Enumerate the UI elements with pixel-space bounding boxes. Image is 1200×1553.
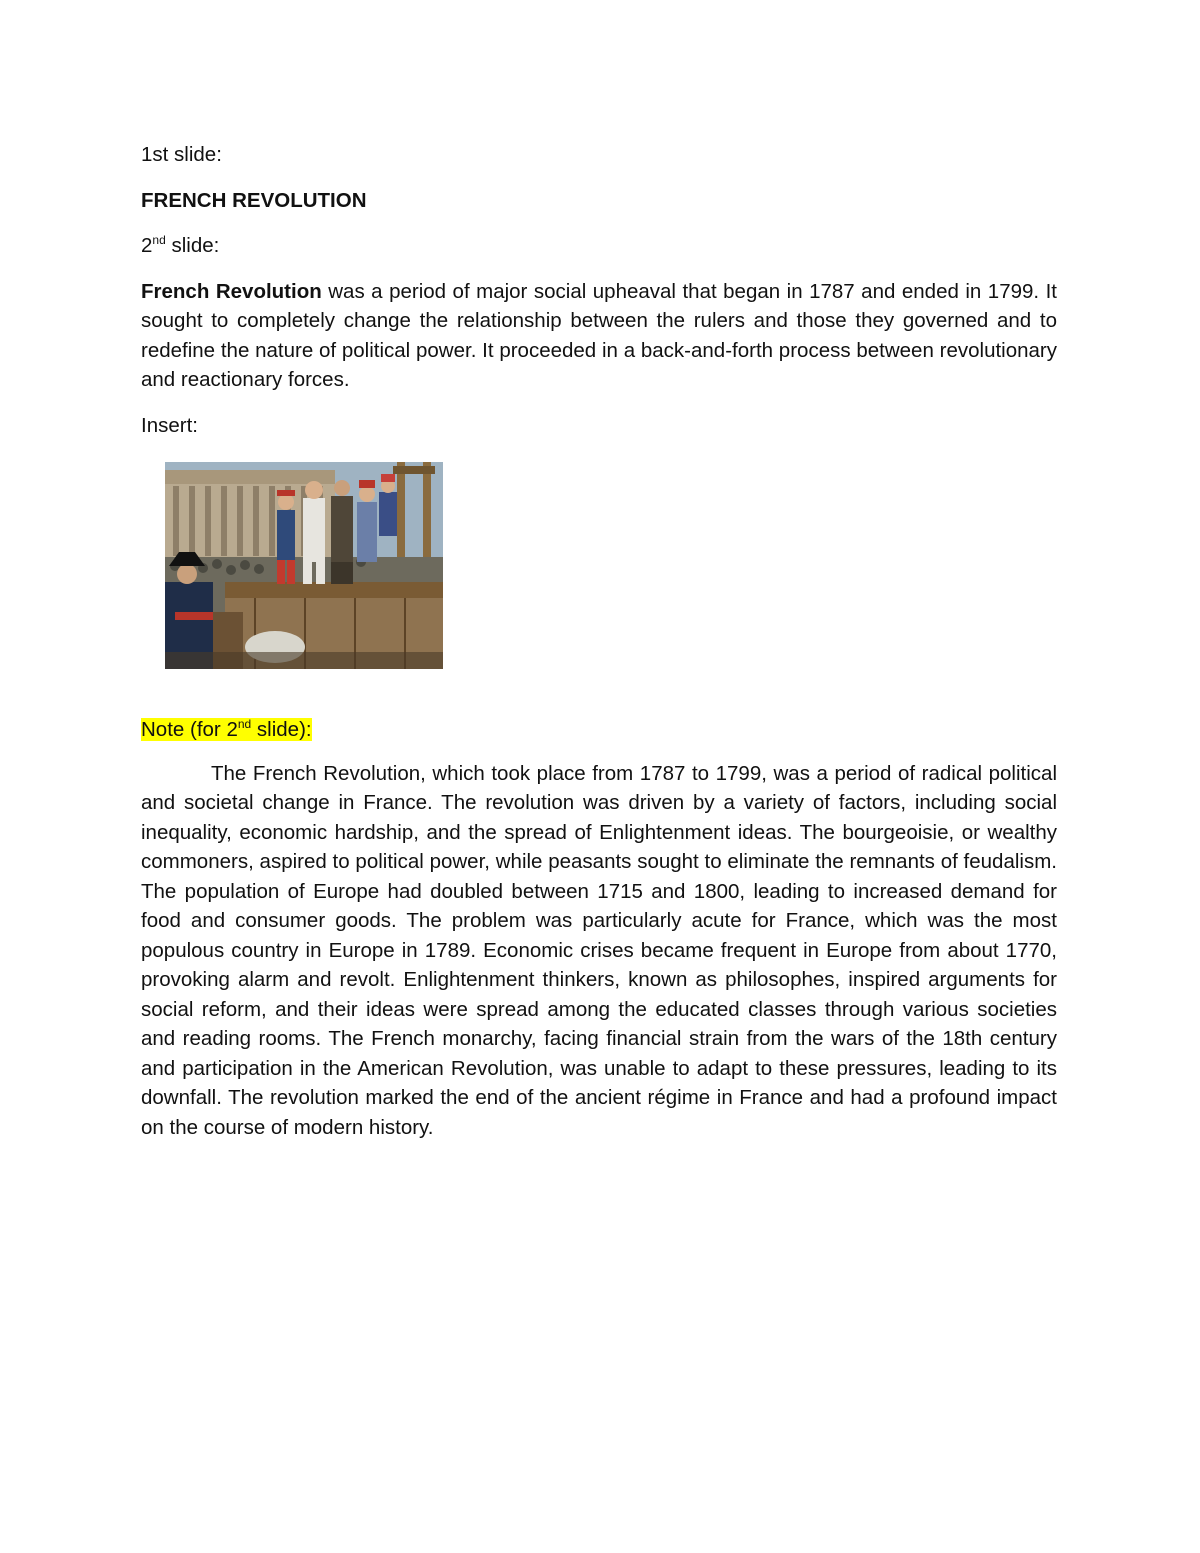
note-tail: slide): <box>251 718 312 741</box>
painting-svg <box>165 462 443 669</box>
slide2-label-ordinal: nd <box>152 233 166 247</box>
insert-label: Insert: <box>141 413 198 437</box>
painting-scaffold <box>225 582 443 598</box>
document-page <box>141 140 1057 1158</box>
slide2-label <box>141 231 1057 261</box>
slide1-title: FRENCH REVOLUTION <box>141 188 367 212</box>
slide2-term: French Revolution <box>141 279 322 303</box>
slide2-label-text: slide: <box>165 234 220 257</box>
note-body: The French Revolution, which took place from 1787 to 1799, was a period of radical political and societal change in France. The revolution was driven by a variety of factors, including social inequality, economic hardship, and the spread of Enlightenment ideas. The bourgeoisie, or wealthy commoners, aspired to political power, while peasants sought to eliminate the remnants of feudalism. The population of Europe had doubled between 1715 and 1800, leading to increased demand for food and consumer goods. The problem was particularly acute for France, which was the most populous country in Europe in 1789. Economic crises became frequent in Europe from about 1770, provoking alarm and revolt. Enlightenment thinkers, known as philosophes, inspired arguments for social reform, and their ideas were spread among the educated classes through various societies and reading rooms. The French monarchy, facing financial strain from the wars of the 18th century and participation in the American Revolution, was unable to adapt to these pressures, leading to its downfall. The revolution marked the end of the ancient régime in France and had a profound impact on the course of modern history. <box>141 761 1057 1139</box>
revolution-painting-image <box>165 462 443 669</box>
slide2-definition-paragraph <box>141 277 1057 395</box>
note-ordinal: nd <box>237 717 252 731</box>
slide2-label-number: 2 <box>141 234 153 257</box>
note-prefix: Note (for 2 <box>141 718 238 741</box>
slide1-label: 1st slide: <box>141 143 222 166</box>
note-heading <box>141 715 1057 745</box>
note-heading-highlight <box>141 718 312 741</box>
slide2-definition: was a period of major social upheaval that began in 1787 and ended in 1799. It sought to completely change the relationship between the rulers and those they governed and to redefine the nature of political power. It proceeded in a back-and-forth process between revolutionary and reactionary forces. <box>141 279 1057 391</box>
